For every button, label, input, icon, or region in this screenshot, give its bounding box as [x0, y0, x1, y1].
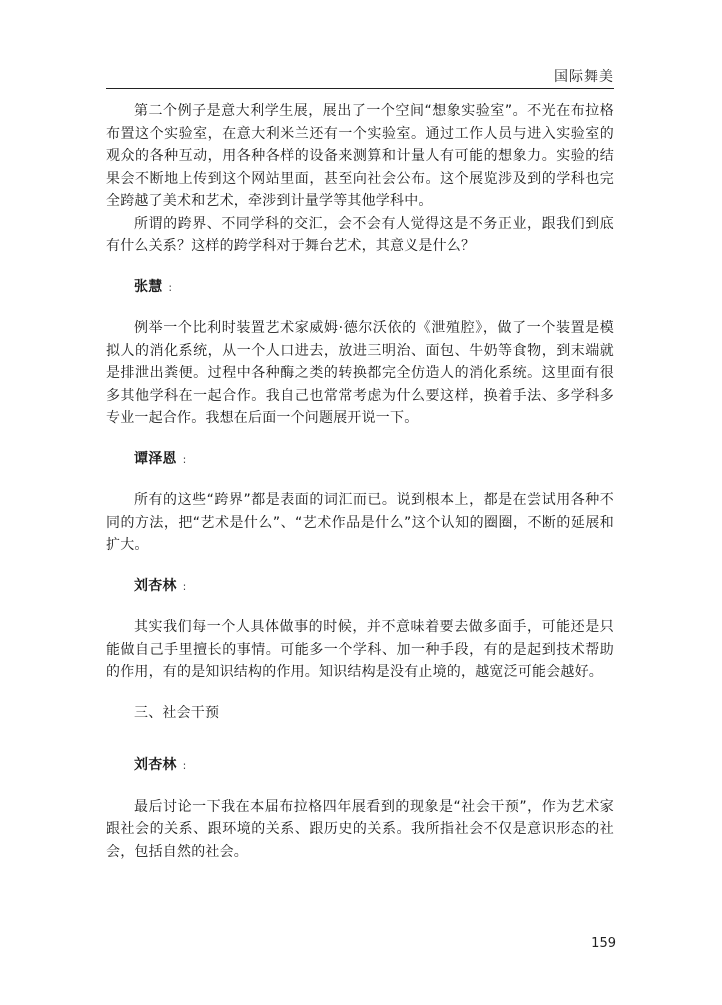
speaker-label-2	[106, 448, 614, 472]
speaker-colon: :	[168, 280, 173, 294]
header-rule	[106, 88, 614, 89]
paragraph-5: 其实我们每一个人具体做事的时候，并不意味着要去做多面手，可能还是只能做自己手里擅长的事情。可能多一个学科、加一种手段，有的是起到技术帮助的作用，有的是知识结构的作用。知识结构是没有止境的，越宽泛可能会越好。	[106, 619, 614, 680]
speaker-label-3	[106, 575, 614, 599]
paragraph-4: 所有的这些“跨界”都是表面的词汇而已。说到根本上，都是在尝试用各种不同的方法，把“艺术是什么”、“艺术作品是什么”这个认知的圈圈，不断的延展和扩大。	[106, 492, 614, 553]
speaker-name: 刘杏林	[134, 757, 177, 773]
speaker-label-1	[106, 276, 614, 300]
speaker-colon: :	[182, 452, 187, 466]
running-header-title: 国际舞美	[554, 69, 614, 85]
speaker-name: 谭泽恩	[134, 450, 177, 467]
section-heading: 三、社会干预	[134, 704, 220, 721]
speaker-colon: :	[182, 579, 187, 593]
speaker-name: 张慧	[134, 278, 163, 295]
page-number: 159	[591, 936, 616, 951]
speaker-colon: :	[182, 759, 187, 772]
paragraph-6: 最后讨论一下我在本届布拉格四年展看到的现象是“社会干预”，作为艺术家跟社会的关系、跟环境的关系、跟历史的关系。我所指社会不仅是意识形态的社会，包括自然的社会。	[106, 798, 614, 860]
speaker-name: 刘杏林	[134, 577, 177, 594]
body-content	[106, 100, 614, 863]
paragraph-3: 例举一个比利时装置艺术家威姆·德尔沃依的《泄殖腔》，做了一个装置是模拟人的消化系统，从一个人口进去，放进三明治、面包、牛奶等食物，到末端就是排泄出粪便。过程中各种酶之类的转换都完全仿造人的消化系统。这里面有很多其他学科在一起合作。我自己也常常考虑为什么要这样，换着手法、多学科多专业一起合作。我想在后面一个问题展开说一下。	[106, 320, 614, 426]
paragraph-1: 第二个例子是意大利学生展，展出了一个空间“想象实验室”。不光在布拉格布置这个实验室，在意大利米兰还有一个实验室。通过工作人员与进入实验室的观众的各种互动，用各种各样的设备来测算和计量人有可能的想象力。实验的结果会不断地上传到这个网站里面，甚至向社会公布。这个展览涉及到的学科也完全跨越了美术和艺术，牵涉到计量学等其他学科中。	[106, 103, 614, 209]
paragraph-2: 所谓的跨界、不同学科的交汇，会不会有人觉得这是不务正业，跟我们到底有什么关系？这样的跨学科对于舞台艺术，其意义是什么？	[106, 215, 614, 254]
speaker-label-4	[106, 754, 614, 778]
